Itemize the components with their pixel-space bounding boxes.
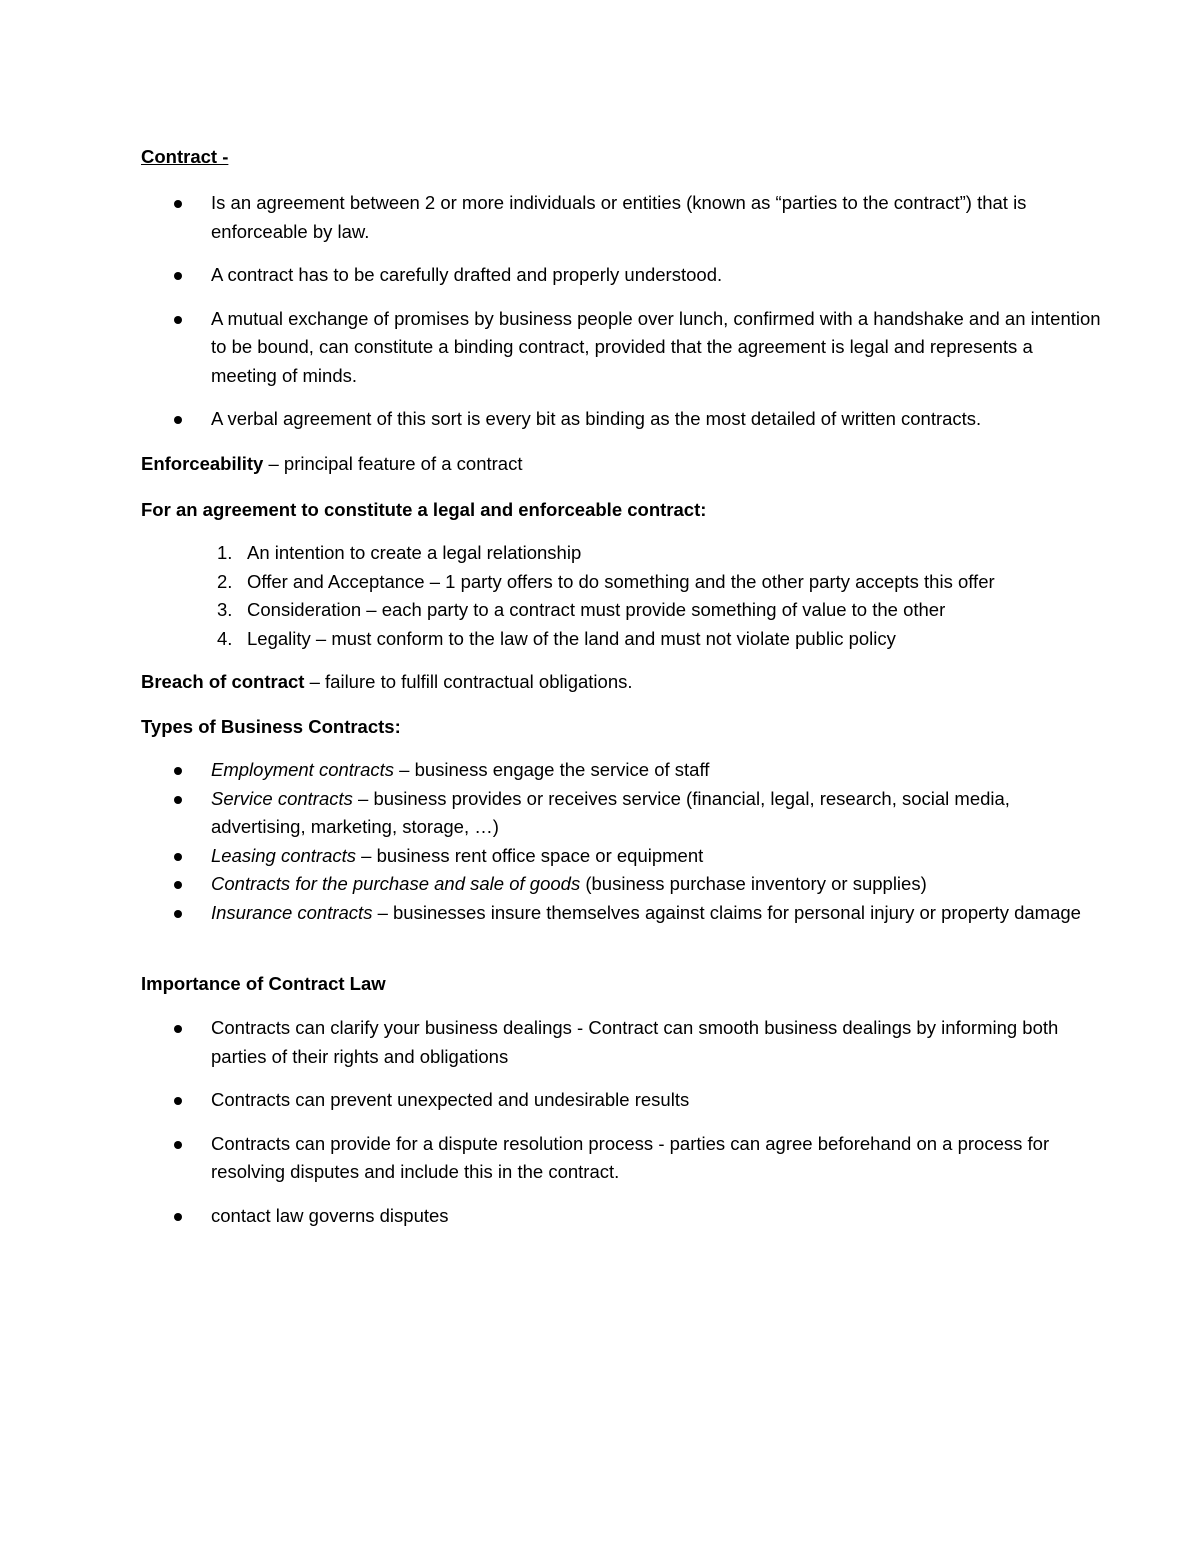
list-number: 3. [217, 599, 233, 620]
contract-type-term: Leasing contracts [211, 844, 357, 866]
list-item [141, 189, 1101, 246]
bullet-icon [174, 1141, 182, 1149]
list-item-text: Contracts can prevent unexpected and undesirable results [211, 1089, 690, 1110]
contract-type-description: – business engage the service of staff [394, 759, 710, 780]
importance-heading: Importance of Contract Law [141, 973, 386, 994]
list-item-text: Consideration – each party to a contract must provide something of value to the other [247, 599, 946, 620]
list-item [141, 1014, 1101, 1071]
list-item [141, 1130, 1101, 1187]
contract-type-term: Employment contracts [211, 759, 395, 780]
breach-line [141, 668, 633, 697]
requirements-list [141, 539, 1101, 653]
list-number: 4. [217, 627, 233, 649]
list-item-text: Legality – must conform to the law of the land and must not violate public policy [247, 627, 896, 649]
list-item [141, 842, 1101, 871]
contract-type-term: Service contracts [211, 787, 353, 809]
bullet-icon [174, 910, 182, 918]
breach-term: Breach of contract [141, 671, 305, 692]
types-list [141, 756, 1101, 927]
breach-description: – failure to fulfill contractual obligations. [304, 671, 633, 692]
types-heading: Types of Business Contracts: [141, 716, 401, 737]
list-item [141, 568, 1127, 597]
bullet-icon [174, 1213, 182, 1221]
bullet-icon [174, 200, 182, 208]
bullet-icon [174, 881, 182, 889]
bullet-icon [174, 272, 182, 280]
enforceability-description: – principal feature of a contract [263, 453, 523, 474]
list-item-text: Offer and Acceptance – 1 party offers to do something and the other party accepts this offer [247, 570, 995, 592]
list-item [141, 625, 1127, 654]
requirements-heading: For an agreement to constitute a legal and enforceable contract: [141, 499, 707, 520]
contract-type-term: Contracts for the purchase and sale of goods [211, 873, 581, 894]
bullet-icon [174, 316, 182, 324]
importance-points-list [141, 1014, 1101, 1245]
list-item [141, 870, 1101, 899]
list-item [141, 305, 1101, 391]
list-item [141, 756, 1101, 785]
list-item [141, 899, 1101, 928]
enforceability-term: Enforceability [141, 453, 264, 474]
list-item-text: Contracts can provide for a dispute resolution process - parties can agree beforehand on a process for resolving disputes and include this in the contract. [211, 1132, 1050, 1182]
list-item [141, 539, 1127, 568]
list-item-text: Contracts can clarify your business dealings - Contract can smooth business dealings by informing both parties of their rights and obligations [211, 1017, 1059, 1067]
list-item-text: A verbal agreement of this sort is every bit as binding as the most detailed of written contracts. [211, 408, 982, 429]
bullet-icon [174, 1025, 182, 1033]
contract-type-description: (business purchase inventory or supplies) [580, 873, 927, 894]
bullet-icon [174, 767, 182, 775]
bullet-icon [174, 796, 182, 804]
contract-type-description: – business rent office space or equipment [356, 844, 704, 866]
list-number: 2. [217, 570, 233, 592]
list-number: 1. [217, 542, 233, 563]
list-item [141, 405, 1101, 434]
list-item-text: A contract has to be carefully drafted and properly understood. [211, 264, 723, 285]
contract-points-list [141, 189, 1101, 449]
list-item [141, 596, 1127, 625]
list-item-text: contact law governs disputes [211, 1204, 449, 1226]
list-item [141, 1086, 1101, 1115]
list-item [141, 261, 1101, 290]
bullet-icon [174, 1097, 182, 1105]
page-title: Contract - [141, 146, 229, 167]
list-item-text: A mutual exchange of promises by business people over lunch, confirmed with a handshake and an intention to be bound, can constitute a binding contract, provided that the agreement is legal and represents a meeting of minds. [211, 307, 1101, 386]
bullet-icon [174, 853, 182, 861]
bullet-icon [174, 416, 182, 424]
list-item [141, 785, 1101, 842]
enforceability-line [141, 450, 523, 479]
contract-type-term: Insurance contracts [211, 901, 373, 923]
contract-type-description: – businesses insure themselves against claims for personal injury or property damage [372, 901, 1081, 923]
list-item-text: An intention to create a legal relationship [247, 542, 582, 563]
list-item-text: Is an agreement between 2 or more individuals or entities (known as “parties to the contract”) that is enforceable by law. [211, 192, 1027, 242]
contract-type-description: – business provides or receives service (financial, legal, research, social media, advertising, marketing, storage, …) [211, 787, 1010, 837]
list-item [141, 1202, 1101, 1231]
